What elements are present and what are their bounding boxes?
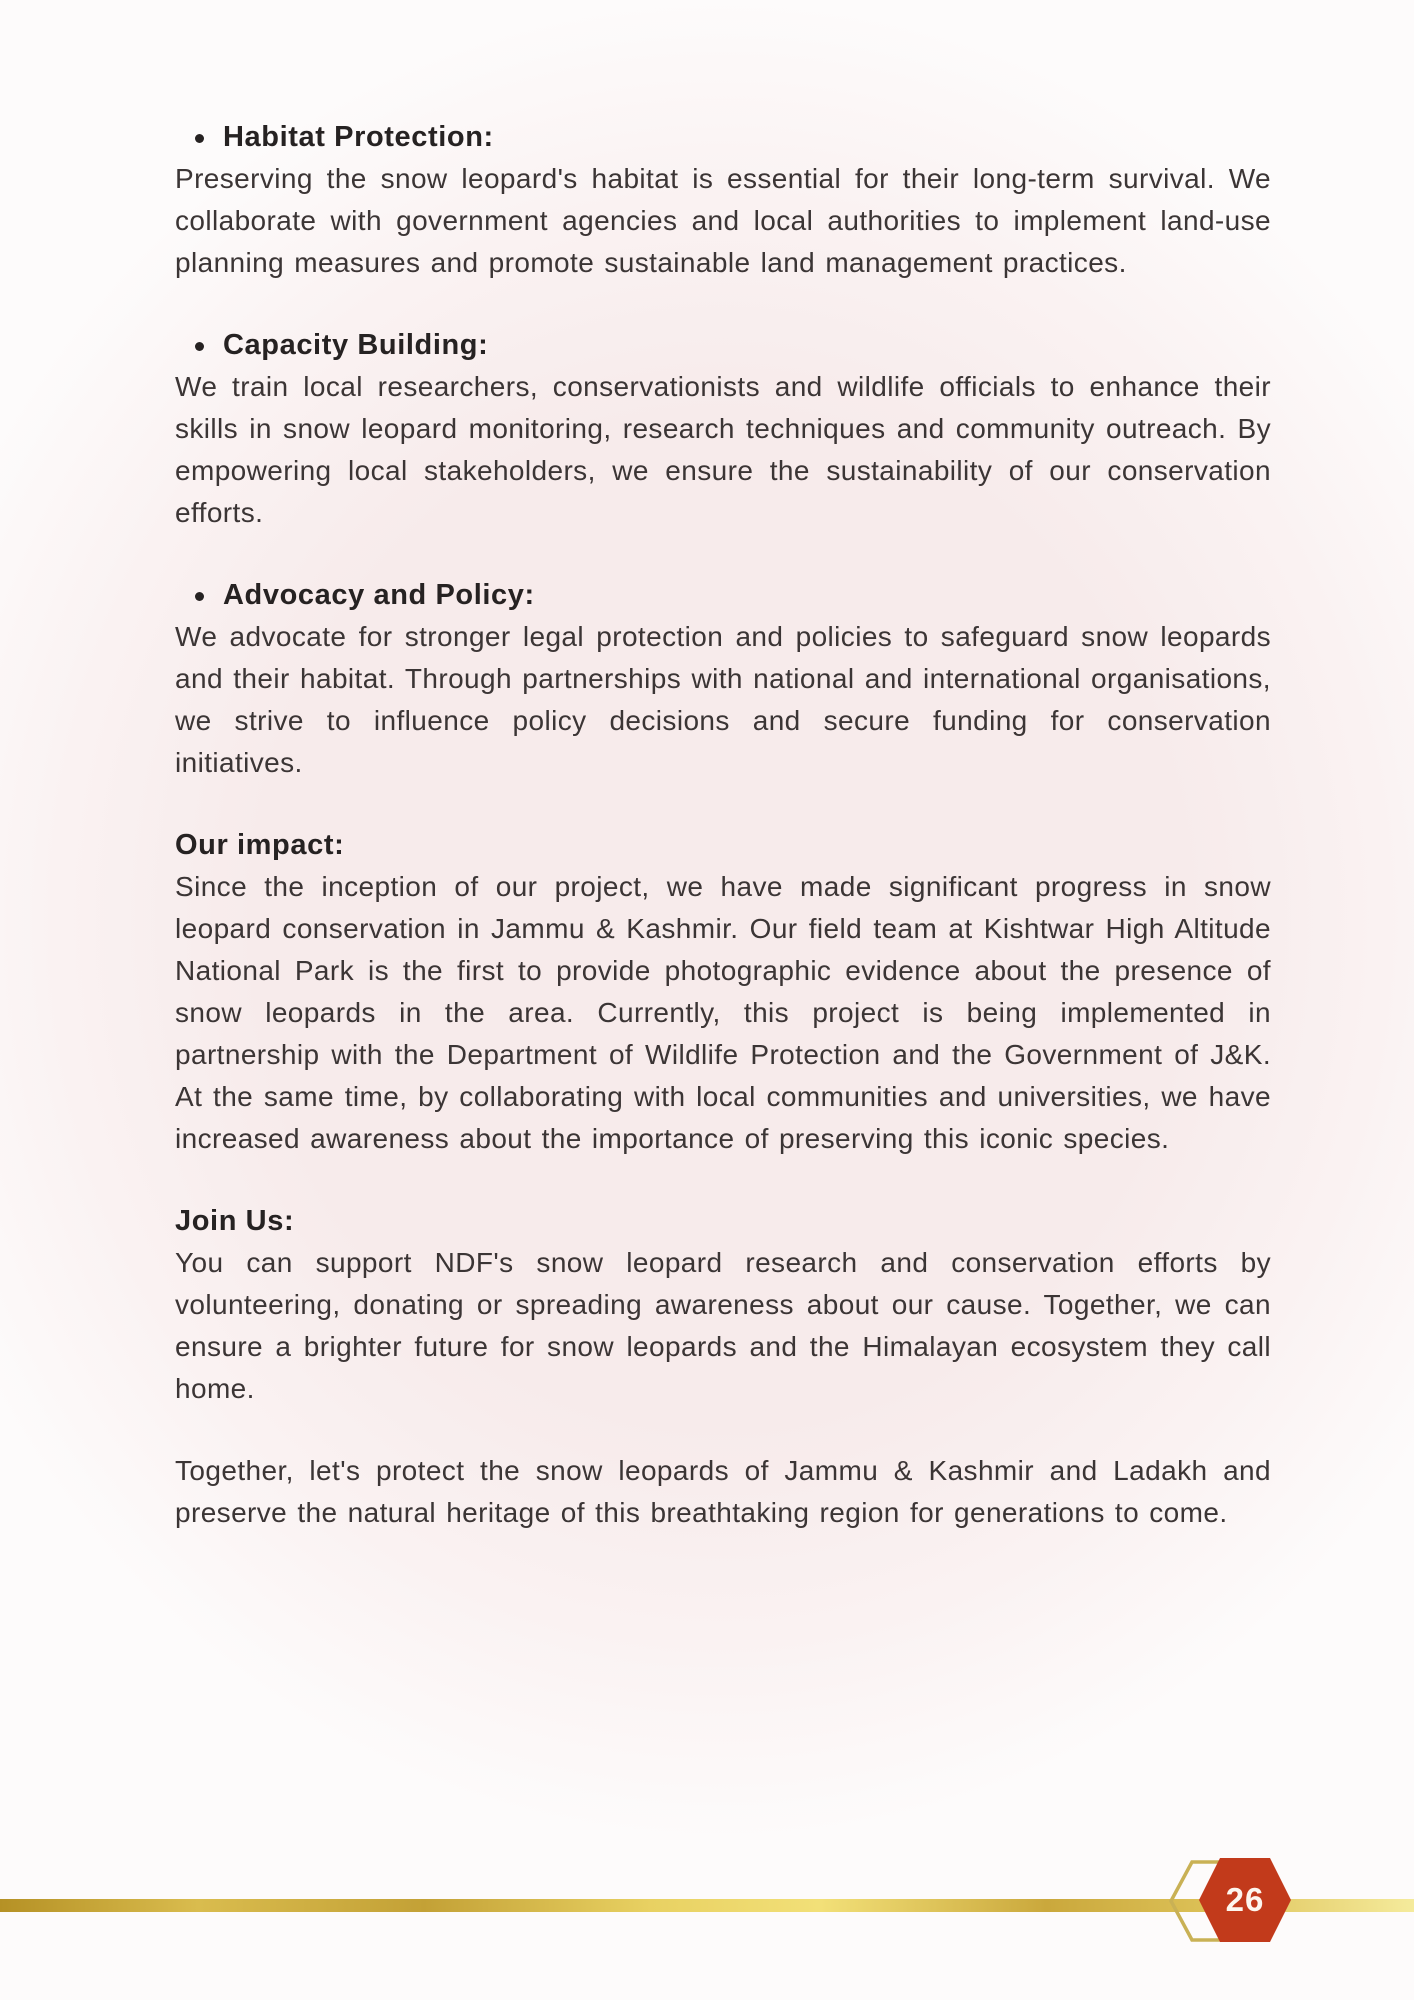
section-body: We train local researchers, conservationists and wildlife officials to enhance their skills in snow leopard monitoring, research techniques and community outreach. By empowering local stakeholders, we ensure the sustainability of our conservation efforts. (175, 371, 1271, 528)
page-number-badge (1163, 1852, 1303, 1952)
section-body: Since the inception of our project, we have made significant progress in snow leopard conservation in Jammu & Kashmir. Our field team at Kishtwar High Altitude National Park is the first to provide photographic evidence about the presence of snow leopards in the area. Currently, this project is being implemented in partnership with the Department of Wildlife Protection and the Government of J&K. At the same time, by collaborating with local communities and universities, we have increased awareness about the importance of preserving this iconic species. (175, 871, 1271, 1154)
section-heading: Advocacy and Policy: (223, 579, 535, 611)
section-our-impact (175, 824, 1271, 1160)
section-heading: Habitat Protection: (223, 121, 494, 153)
section-body: Together, let's protect the snow leopards of Jammu & Kashmir and Ladakh and preserve the natural heritage of this breathtaking region for generations to come. (175, 1455, 1271, 1528)
section-body: We advocate for stronger legal protection and policies to safeguard snow leopards and their habitat. Through partnerships with national and international organisations, we strive to influence policy decisions and secure funding for conservation initiatives. (175, 621, 1271, 778)
page-content (175, 116, 1271, 1574)
section-heading: Our impact: (175, 829, 345, 861)
page-number: 26 (1225, 1881, 1265, 1918)
bullet-icon (195, 134, 204, 143)
section-closing (175, 1450, 1271, 1534)
bullet-heading-row (175, 116, 1271, 158)
bullet-heading-row (175, 324, 1271, 366)
bullet-icon (195, 592, 204, 601)
section-advocacy-policy (175, 574, 1271, 784)
bullet-heading-row (175, 574, 1271, 616)
section-habitat-protection (175, 116, 1271, 284)
section-join-us (175, 1200, 1271, 1410)
section-body: Preserving the snow leopard's habitat is essential for their long-term survival. We collaborate with government agencies and local authorities to implement land-use planning measures and promote sustainable land management practices. (175, 163, 1271, 278)
section-heading: Join Us: (175, 1205, 295, 1237)
section-heading: Capacity Building: (223, 329, 489, 361)
bullet-icon (195, 342, 204, 351)
section-capacity-building (175, 324, 1271, 534)
section-body: You can support NDF's snow leopard research and conservation efforts by volunteering, donating or spreading awareness about our cause. Together, we can ensure a brighter future for snow leopards and the Himalayan ecosystem they call home. (175, 1247, 1271, 1404)
